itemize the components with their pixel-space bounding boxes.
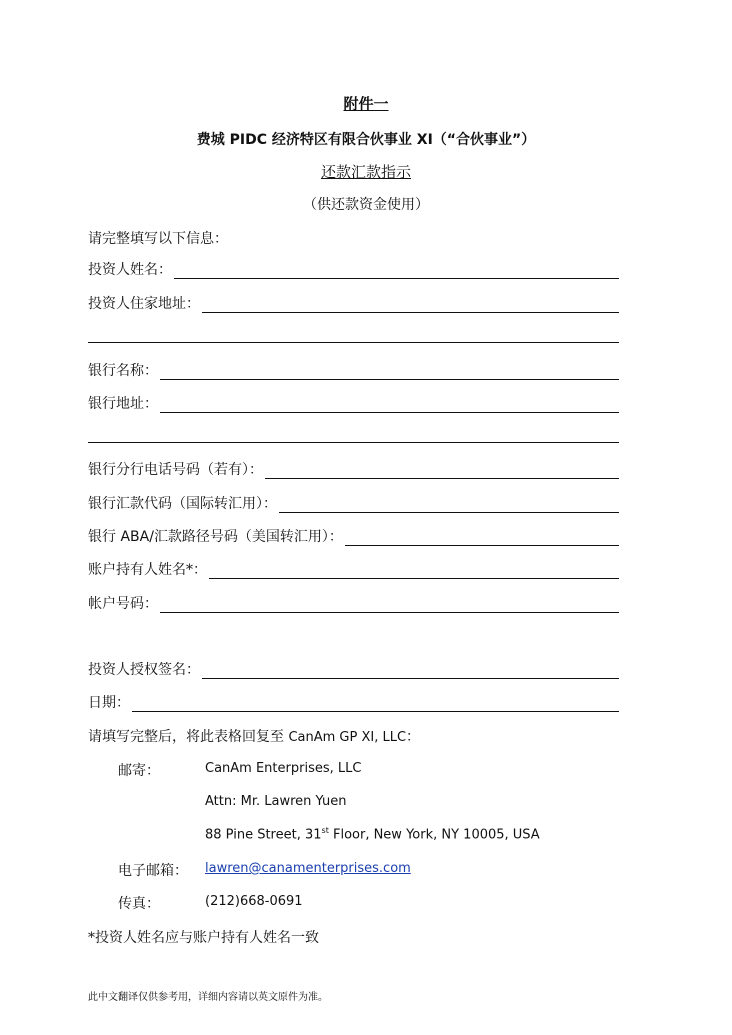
fax-label: 传真：	[118, 896, 160, 912]
bank-name-label: 银行名称：	[88, 363, 158, 379]
branch-phone-field[interactable]	[88, 457, 619, 479]
account-number-label: 帐户号码：	[88, 596, 158, 612]
branch-phone-line[interactable]	[265, 463, 619, 479]
mail-line-1: CanAm Enterprises, LLC	[205, 761, 362, 776]
account-holder-field[interactable]	[88, 557, 619, 579]
investor-address-line-2[interactable]	[88, 342, 619, 343]
mail-line-2: Attn: Mr. Lawren Yuen	[205, 794, 347, 809]
investor-name-field[interactable]	[88, 257, 619, 279]
investor-address-label: 投资人住家地址：	[88, 296, 200, 312]
email-label: 电子邮箱：	[118, 863, 188, 879]
return-instructions: 请填写完整后，将此表格回复至 CanAm GP XI, LLC：	[88, 729, 421, 745]
bank-name-line[interactable]	[160, 364, 619, 380]
aba-routing-field[interactable]	[88, 524, 619, 546]
bank-address-label: 银行地址：	[88, 396, 158, 412]
swift-code-line[interactable]	[279, 497, 619, 513]
date-line[interactable]	[132, 696, 619, 712]
swift-code-field[interactable]	[88, 491, 619, 513]
date-label: 日期：	[88, 695, 130, 711]
aba-routing-label: 银行 ABA/汇款路径号码（美国转汇用）：	[88, 529, 343, 545]
mail-line-3: 88 Pine Street, 31st Floor, New York, NY 10005, USA	[205, 826, 540, 843]
bank-address-field[interactable]	[88, 391, 619, 413]
aba-routing-line[interactable]	[345, 530, 619, 546]
fax-number: (212)668-0691	[205, 894, 303, 909]
email-link[interactable]: lawren@canamenterprises.com	[205, 861, 411, 876]
signature-label: 投资人授权签名：	[88, 662, 200, 678]
account-number-field[interactable]	[88, 591, 619, 613]
form-subtitle: （供还款资金使用）	[303, 197, 429, 213]
intro-text: 请完整填写以下信息：	[88, 231, 228, 247]
account-number-line[interactable]	[160, 597, 619, 613]
translation-disclaimer: 此中文翻译仅供参考用，详细内容请以英文原件为准。	[88, 992, 328, 1003]
investor-name-line[interactable]	[174, 263, 619, 279]
annex-heading: 附件一	[343, 95, 389, 113]
bank-address-line-2[interactable]	[88, 442, 619, 443]
footnote: *投资人姓名应与账户持有人姓名一致	[88, 930, 319, 946]
signature-field[interactable]	[88, 657, 619, 679]
bank-name-field[interactable]	[88, 358, 619, 380]
mail-label: 邮寄：	[118, 763, 160, 779]
investor-address-field[interactable]	[88, 291, 619, 313]
swift-code-label: 银行汇款代码（国际转汇用）：	[88, 496, 277, 512]
signature-line[interactable]	[202, 663, 619, 679]
investor-address-line[interactable]	[202, 297, 619, 313]
date-field[interactable]	[88, 690, 619, 712]
branch-phone-label: 银行分行电话号码（若有）：	[88, 462, 263, 478]
fund-name-heading: 费城 PIDC 经济特区有限合伙事业 XI（“合伙事业”）	[196, 132, 536, 148]
account-holder-label: 账户持有人姓名*：	[88, 562, 207, 578]
bank-address-line[interactable]	[160, 397, 619, 413]
form-title: 还款汇款指示	[320, 163, 411, 181]
account-holder-line[interactable]	[209, 563, 619, 579]
investor-name-label: 投资人姓名：	[88, 262, 172, 278]
